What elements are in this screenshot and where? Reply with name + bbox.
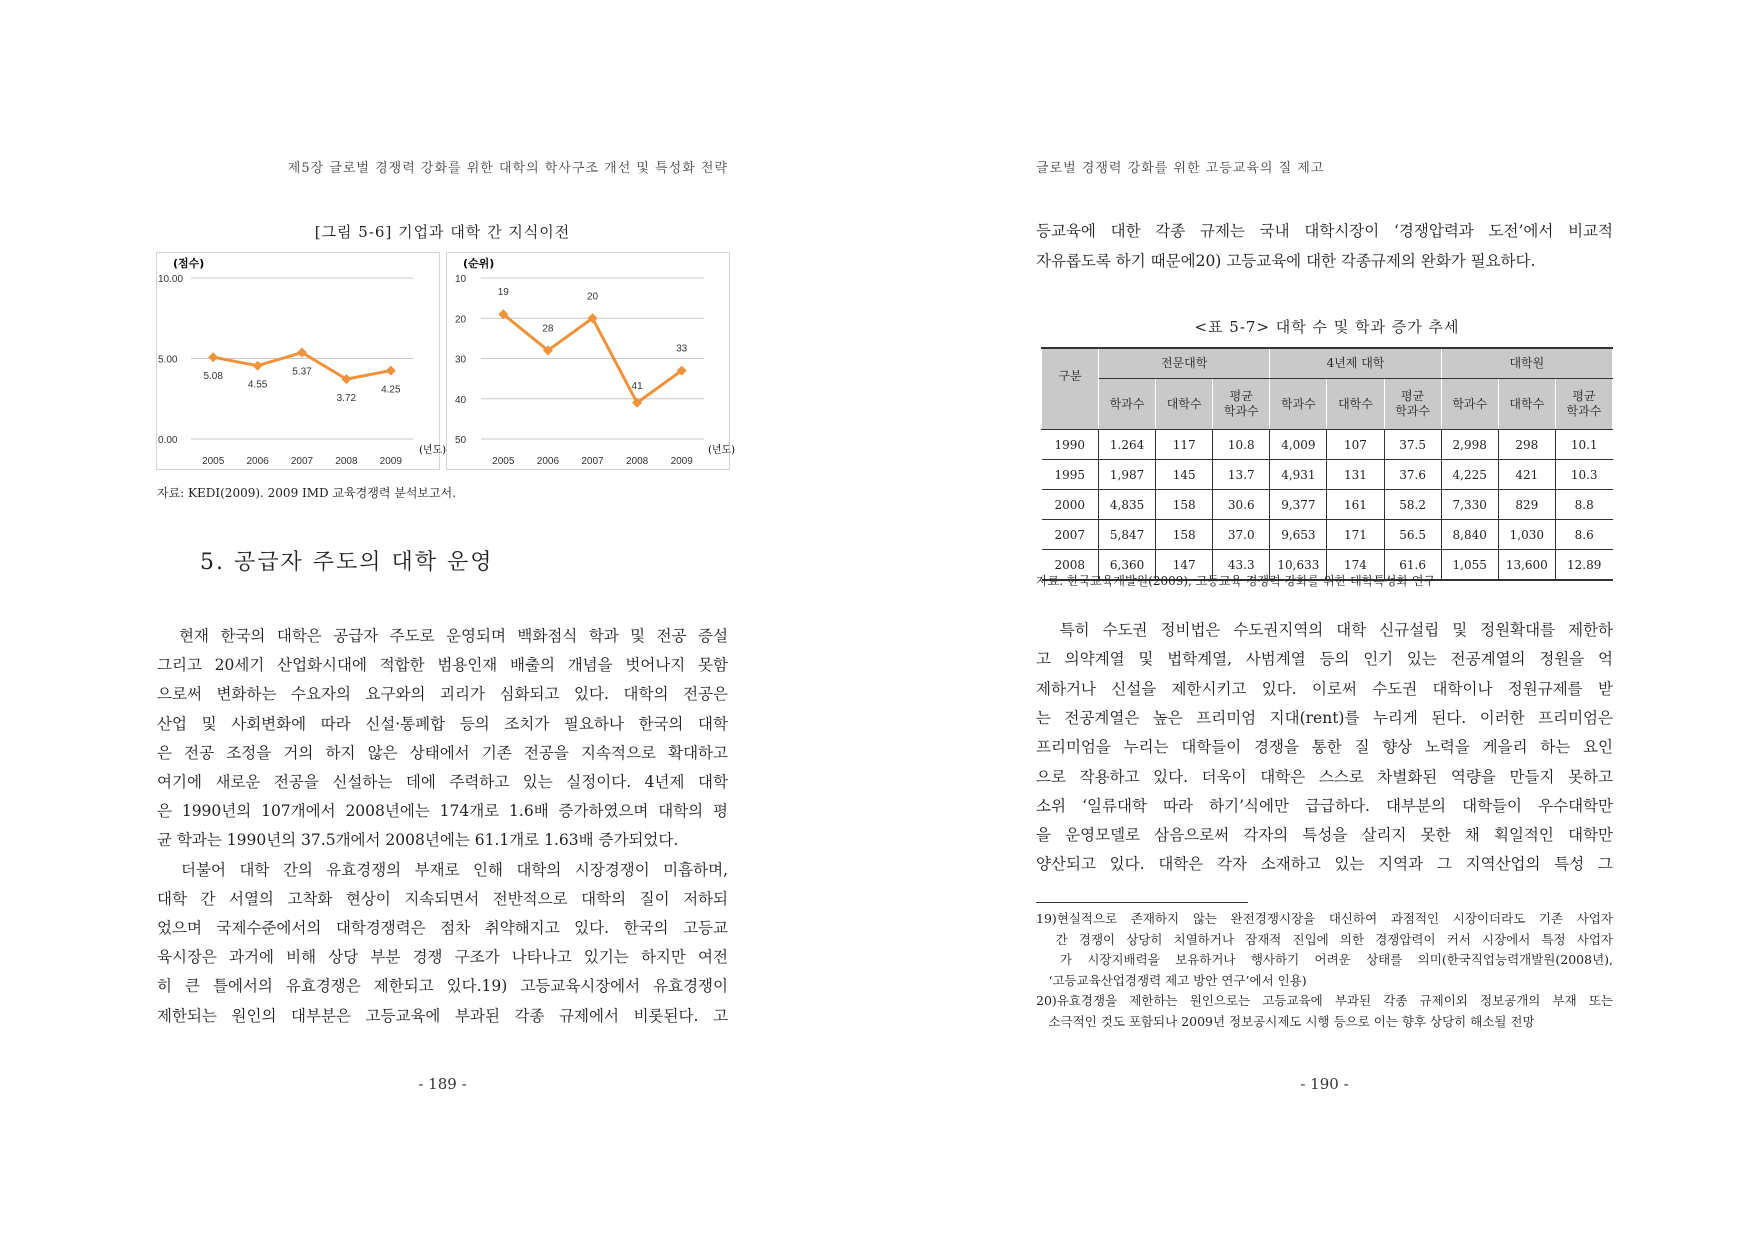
- text-line: 제하거나 신설을 제한시키고 있다. 이로써 수도권 대학이나 정원규제를 받: [1036, 679, 1613, 698]
- value-cell: 161: [1327, 490, 1384, 520]
- y-axis-label: (순위): [463, 257, 495, 270]
- value-cell: 8.8: [1555, 490, 1612, 520]
- running-header-left: 제5장 글로벌 경쟁력 강화를 위한 대학의 학사구조 개선 및 특성화 전략: [287, 161, 728, 176]
- page-number-left: - 189 -: [418, 1075, 467, 1093]
- text-line: 여기에 새로운 전공을 신설하는 데에 주력하고 있는 실정이다. 4년제 대학: [157, 773, 728, 791]
- x-tick-label: 2006: [246, 456, 269, 467]
- group-header: 전문대학: [1099, 348, 1270, 379]
- chart-score-svg: [157, 253, 447, 469]
- value-cell: 61.6: [1384, 550, 1441, 581]
- column-header: 평균 학과수: [1384, 379, 1441, 430]
- value-cell: 7,330: [1441, 490, 1498, 520]
- data-label: 28: [542, 323, 554, 335]
- value-cell: 9,377: [1270, 490, 1327, 520]
- text-line: 육시장은 과거에 비해 상당 부분 경쟁 구조가 나타나고 있기는 하지만 여전: [157, 948, 728, 967]
- value-cell: 2,998: [1441, 430, 1498, 460]
- y-tick-label: 10: [455, 274, 467, 285]
- text-line: 는 전공계열은 높은 프리미엄 지대(rent)를 누리게 된다. 이러한 프리미엄은: [1036, 708, 1613, 727]
- y-tick-label: 40: [455, 394, 467, 406]
- value-cell: 13,600: [1498, 550, 1555, 581]
- value-cell: 10.3: [1555, 460, 1612, 490]
- text-line: 은 전공 조정을 거의 하지 않은 상태에서 기존 전공을 지속적으로 확대하고: [157, 743, 728, 762]
- year-cell: 2007: [1042, 520, 1099, 550]
- value-cell: 10,633: [1270, 550, 1327, 581]
- x-tick-label: 2008: [625, 456, 649, 467]
- column-header: 대학수: [1156, 379, 1213, 430]
- value-cell: 298: [1498, 430, 1555, 460]
- group-header: 대학원: [1441, 348, 1612, 379]
- text-line: 산업 및 사회변화에 따라 신설·통폐합 등의 조치가 필요하나 한국의 대학: [157, 714, 728, 733]
- value-cell: 1,987: [1099, 460, 1156, 490]
- text-line: 프리미엄을 누리는 대학들이 경쟁을 통한 질 향상 노력을 게을리 하는 요인: [1036, 738, 1613, 757]
- data-label: 41: [631, 380, 643, 392]
- x-tick-label: 2005: [202, 456, 225, 467]
- text-line: 현재 한국의 대학은 공급자 주도로 운영되며 백화점식 학과 및 전공 증설: [157, 627, 728, 645]
- column-header: 대학수: [1327, 379, 1384, 430]
- data-label: 4.25: [381, 384, 401, 396]
- column-header: 학과수: [1441, 379, 1498, 430]
- text-line: ‘고등교육산업경쟁력 제고 방안 연구’에서 인용): [1036, 972, 1307, 988]
- section-heading: 5. 공급자 주도의 대학 운영: [200, 550, 494, 575]
- y-tick-label: 10.00: [158, 274, 184, 285]
- figure-caption: [그림 5-6] 기업과 대학 간 지식이전: [314, 223, 571, 241]
- x-tick-label: 2009: [379, 456, 402, 467]
- value-cell: 4,225: [1441, 460, 1498, 490]
- text-line: 대학 간 서열의 고착화 현상이 지속되면서 전반적으로 대학의 질이 저하되: [157, 889, 728, 908]
- value-cell: 37.5: [1384, 430, 1441, 460]
- data-point-marker: [386, 366, 396, 376]
- table-row: [1042, 490, 1613, 520]
- x-axis-label: (년도): [708, 445, 736, 456]
- value-cell: 1,055: [1441, 550, 1498, 581]
- value-cell: 4,931: [1270, 460, 1327, 490]
- running-header-right: 글로벌 경쟁력 강화를 위한 고등교육의 질 제고: [1036, 161, 1325, 176]
- value-cell: 145: [1156, 460, 1213, 490]
- text-line: 양산되고 있다. 대학은 각자 소재하고 있는 지역과 그 지역산업의 특성 그: [1036, 855, 1613, 874]
- value-cell: 171: [1327, 520, 1384, 550]
- x-tick-label: 2007: [581, 456, 604, 467]
- text-line: 으로 작용하고 있다. 더욱이 대학은 스스로 차별화된 역량을 만들지 못하고: [1036, 767, 1613, 786]
- year-cell: 1990: [1042, 430, 1099, 460]
- column-header: 학과수: [1099, 379, 1156, 430]
- value-cell: 43.3: [1213, 550, 1270, 581]
- y-tick-label: 20: [455, 314, 467, 326]
- text-line: 등교육에 대한 각종 규제는 국내 대학시장이 ‘경쟁압력과 도전’에서 비교적: [1036, 222, 1613, 240]
- x-tick-label: 2009: [670, 456, 693, 467]
- value-cell: 8.6: [1555, 520, 1612, 550]
- text-line: 그리고 20세기 산업화시대에 적합한 범용인재 배출의 개념을 벗어나지 못함: [157, 656, 728, 675]
- page-number-right: - 190 -: [1300, 1075, 1349, 1093]
- value-cell: 5,847: [1099, 520, 1156, 550]
- value-cell: 131: [1327, 460, 1384, 490]
- text-line: 균 학과는 1990년의 37.5개에서 2008년에는 61.1개로 1.63배 증가되었다.: [157, 831, 679, 850]
- value-cell: 30.6: [1213, 490, 1270, 520]
- text-line: 었으며 국제수준에서의 대학경쟁력은 점차 취약해지고 있다. 한국의 고등교: [157, 919, 728, 937]
- text-line: 히 큰 틀에서의 유효경쟁은 제한되고 있다.19) 고등교육시장에서 유효경쟁이: [157, 977, 728, 996]
- row-header: 구분: [1042, 348, 1099, 430]
- text-line: 19)현실적으로 존재하지 않는 완전경쟁시장을 대신하여 과점적인 시장이더라도 기존 사업자: [1036, 911, 1613, 926]
- column-header: 학과수: [1270, 379, 1327, 430]
- data-label: 5.37: [292, 366, 312, 378]
- value-cell: 158: [1156, 490, 1213, 520]
- text-line: 20)유효경쟁을 제한하는 원인으로는 고등교육에 부과된 각종 규제이외 정보공개의 부재 또는: [1036, 993, 1613, 1008]
- text-line: 간 경쟁이 상당히 치열하거나 잠재적 진입에 의한 경쟁압력이 커서 시장에서 특정 사업자: [1036, 931, 1613, 947]
- data-point-marker: [253, 361, 263, 371]
- value-cell: 147: [1156, 550, 1213, 581]
- x-axis-label: (년도): [419, 445, 447, 456]
- text-line: 소위 ‘일류대학 따라 하기’식에만 급급하다. 대부분의 대학들이 우수대학만: [1036, 796, 1613, 815]
- x-tick-label: 2007: [290, 456, 314, 467]
- table-row: [1042, 460, 1613, 490]
- value-cell: 10.8: [1213, 430, 1270, 460]
- value-cell: 174: [1327, 550, 1384, 581]
- text-line: 으로써 변화하는 수요자의 요구와의 괴리가 심화되고 있다. 대학의 전공은: [157, 685, 728, 704]
- value-cell: 58.2: [1384, 490, 1441, 520]
- year-cell: 1995: [1042, 460, 1099, 490]
- value-cell: 6,360: [1099, 550, 1156, 581]
- value-cell: 4,009: [1270, 430, 1327, 460]
- stats-table: [1041, 347, 1613, 581]
- value-cell: 56.5: [1384, 520, 1441, 550]
- value-cell: 12.89: [1555, 550, 1612, 581]
- x-tick-label: 2005: [492, 456, 515, 467]
- value-cell: 9,653: [1270, 520, 1327, 550]
- text-line: 더불어 대학 간의 유효경쟁의 부재로 인해 대학의 시장경쟁이 미흡하며,: [157, 860, 728, 879]
- y-tick-label: 50: [455, 435, 467, 446]
- x-tick-label: 2008: [335, 456, 358, 467]
- value-cell: 37.6: [1384, 460, 1441, 490]
- value-cell: 10.1: [1555, 430, 1612, 460]
- figure-source: 자료: KEDI(2009). 2009 IMD 교육경쟁력 분석보고서.: [157, 486, 457, 500]
- data-label: 19: [497, 287, 509, 299]
- value-cell: 1,030: [1498, 520, 1555, 550]
- value-cell: 421: [1498, 460, 1555, 490]
- text-line: 가 시장지배력을 보유하거나 행사하기 어려운 상태를 의미(한국직업능력개발원(2008년),: [1036, 952, 1613, 967]
- text-line: 고 의약계열 및 법학계열, 사범계열 등의 인기 있는 전공계열의 정원을 억: [1036, 650, 1613, 669]
- value-cell: 107: [1327, 430, 1384, 460]
- data-label: 3.72: [336, 393, 357, 405]
- data-point-marker: [208, 352, 218, 362]
- text-line: 은 1990년의 107개에서 2008년에는 174개로 1.6배 증가하였으며 대학의 평: [157, 802, 728, 821]
- data-label: 5.08: [203, 371, 223, 383]
- table-row: [1042, 520, 1613, 550]
- value-cell: 13.7: [1213, 460, 1270, 490]
- year-cell: 2000: [1042, 490, 1099, 520]
- data-label: 33: [676, 343, 688, 355]
- text-line: 자유롭도록 하기 때문에20) 고등교육에 대한 각종규제의 완화가 필요하다.: [1036, 251, 1536, 270]
- y-tick-label: 30: [455, 354, 467, 366]
- value-cell: 37.0: [1213, 520, 1270, 550]
- value-cell: 1.264: [1099, 430, 1156, 460]
- column-header: 평균 학과수: [1555, 379, 1612, 430]
- column-header: 평균 학과수: [1213, 379, 1270, 430]
- text-line: 소극적인 것도 포함되나 2009년 정보공시제도 시행 등으로 이는 향후 상당히 해소될 전망: [1036, 1013, 1535, 1029]
- footnote-divider: [1036, 902, 1248, 903]
- chart-rank-svg: [447, 253, 736, 469]
- text-line: 을 운영모델로 삼음으로써 각자의 특성을 살리지 못한 채 획일적인 대학만: [1036, 826, 1613, 845]
- year-cell: 2008: [1042, 550, 1099, 581]
- value-cell: 829: [1498, 490, 1555, 520]
- x-tick-label: 2006: [536, 456, 560, 467]
- data-label: 20: [586, 291, 599, 303]
- value-cell: 158: [1156, 520, 1213, 550]
- text-line: 제한되는 원인의 대부분은 고등교육에 부과된 각종 규제에서 비롯된다. 고: [157, 1006, 728, 1025]
- y-tick-label: 0.00: [158, 435, 178, 446]
- table-caption: <표 5-7> 대학 수 및 학과 증가 추세: [1194, 318, 1460, 336]
- table-row: [1042, 430, 1613, 460]
- table-source: 자료: 한국교육개발원(2009), 고등교육 경쟁력 강화를 위한 대학특성화 연구: [1036, 574, 1436, 588]
- value-cell: 4,835: [1099, 490, 1156, 520]
- column-header: 대학수: [1498, 379, 1555, 430]
- y-tick-label: 5.00: [158, 354, 178, 366]
- value-cell: 8,840: [1441, 520, 1498, 550]
- chart-rank: [446, 252, 736, 470]
- group-header: 4년제 대학: [1270, 348, 1441, 379]
- chart-score: [156, 252, 447, 470]
- y-axis-label: (점수): [173, 257, 205, 270]
- data-label: 4.55: [247, 379, 268, 391]
- value-cell: 117: [1156, 430, 1213, 460]
- text-line: 특히 수도권 정비법은 수도권지역의 대학 신규설립 및 정원확대를 제한하: [1036, 621, 1613, 639]
